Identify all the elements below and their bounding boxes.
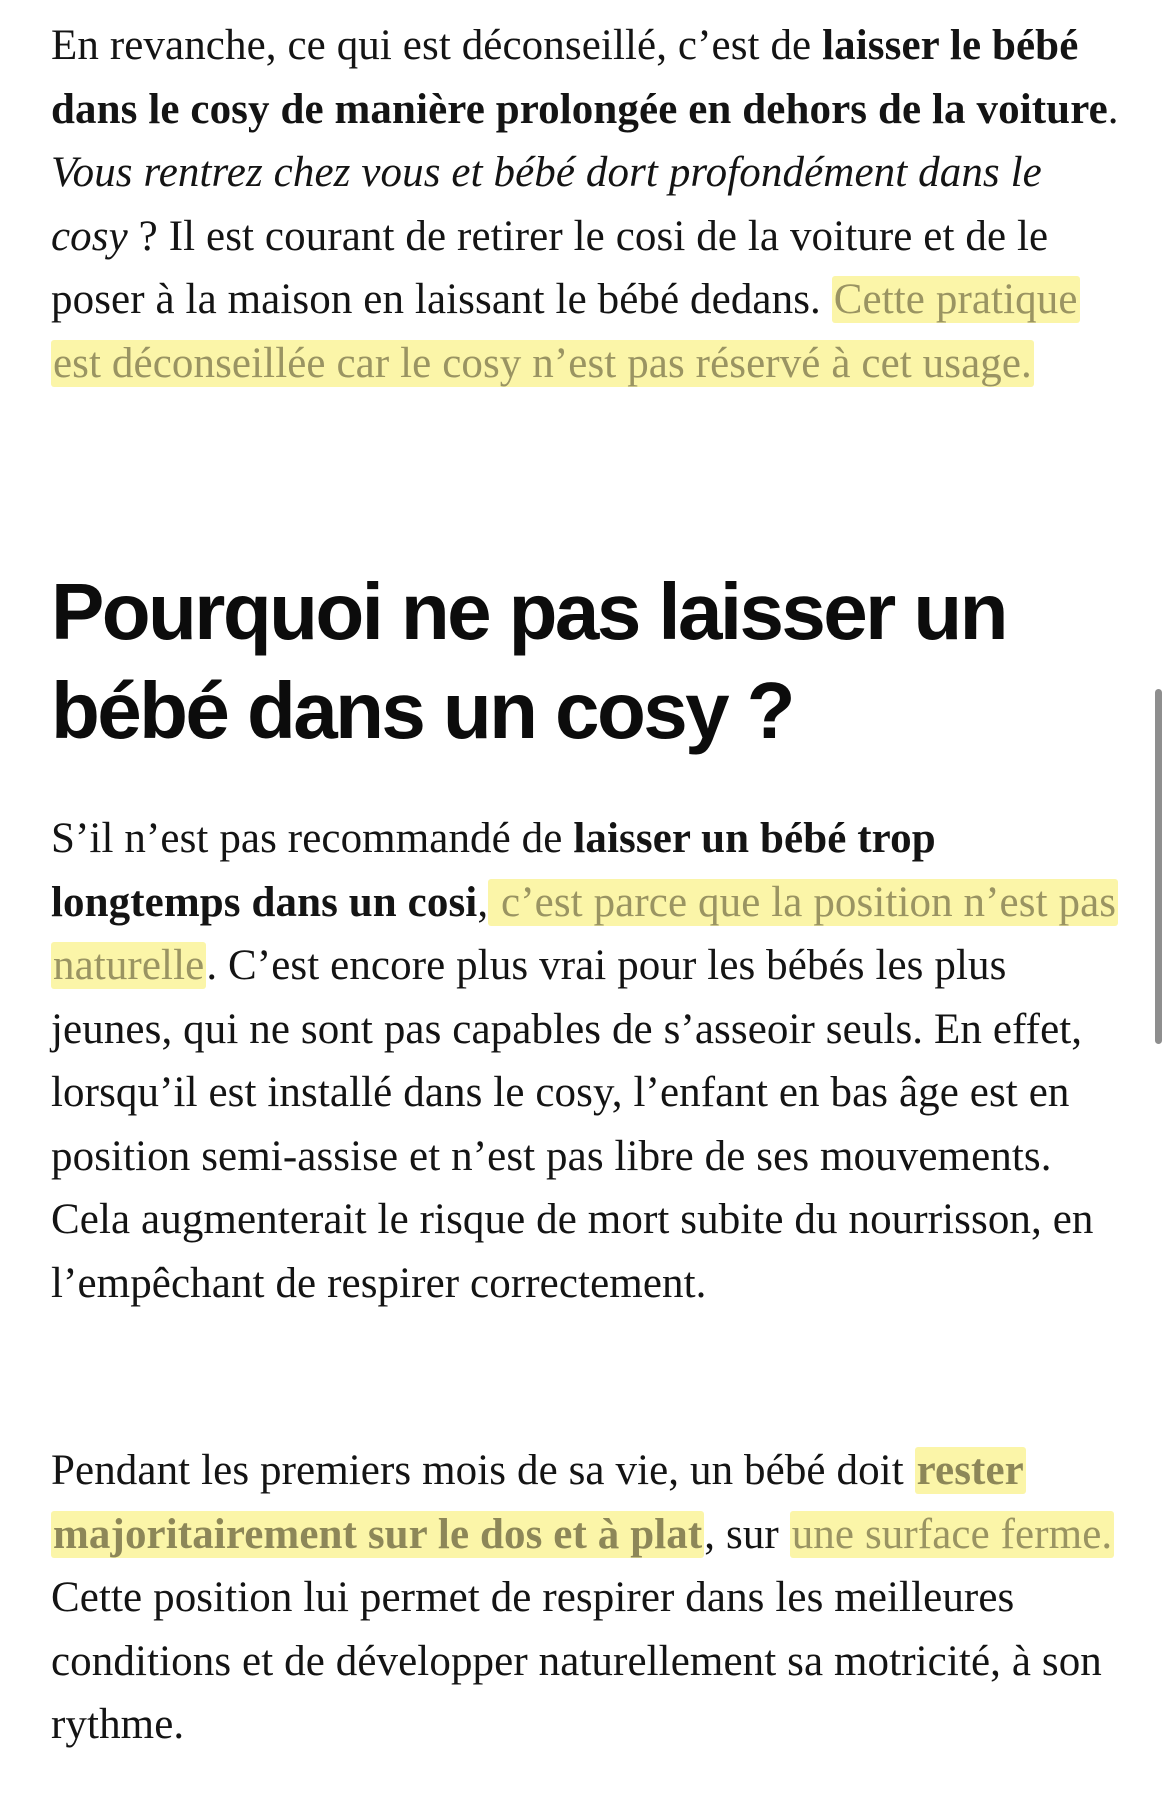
highlighted-bold-text: rester majoritairement sur le dos et à plat [53,1447,1024,1558]
paragraph-sleep-position [51,1439,1126,1757]
text-run: Pendant les premiers mois de sa vie, un bébé doit [51,1447,915,1494]
bold-text: laisser le bébé dans le cosy de manière prolongée en dehors de la voiture [51,22,1108,133]
scrollbar-thumb[interactable] [1155,689,1162,1044]
text-run: . [1107,85,1119,133]
text-run: ? Il est courant de retirer le cosi de la voiture et de le poser à la maison en laissant le bébé dedans. [51,212,1049,323]
paragraph-position [51,807,1126,1315]
text-run: S’il n’est pas recommandé de [51,815,574,862]
highlighted-text: une surface ferme. [791,1510,1113,1558]
highlighted-text: Cette pratique est déconseillée car le cosy n’est pas réservé à cet usage. [53,276,1078,387]
text-run: Cette position lui permet de respirer dans les meilleures conditions et de développer naturellement sa motricité, à son rythme. [51,1574,1102,1748]
paragraph-intro [51,14,1126,395]
text-run: , [477,878,489,926]
text-run: . C’est encore plus vrai pour les bébés les plus jeunes, qui ne sont pas capables de s’asseoir seuls. En effet, lorsqu’il est installé dans le cosy, l’enfant en bas âge est en position semi-assise et n’est pas libre de ses mouvements. Cela augmenterait le risque de mort subite du nourrisson, en l’empêchant de respirer correctement. [51,942,1094,1307]
text-run: En revanche, ce qui est déconseillé, c’est de [51,22,823,69]
text-run: , sur [704,1510,790,1558]
bold-text: laisser un bébé trop longtemps dans un cosi [51,815,936,926]
vertical-scrollbar[interactable] [1151,0,1165,1800]
section-heading: Pourquoi ne pas laisser un bébé dans un cosy ? [51,567,1006,755]
highlighted-text: c’est parce que la position n’est pas naturelle [53,878,1117,989]
italic-text: Vous rentrez chez vous et bébé dort profondément dans le cosy [51,149,1042,260]
